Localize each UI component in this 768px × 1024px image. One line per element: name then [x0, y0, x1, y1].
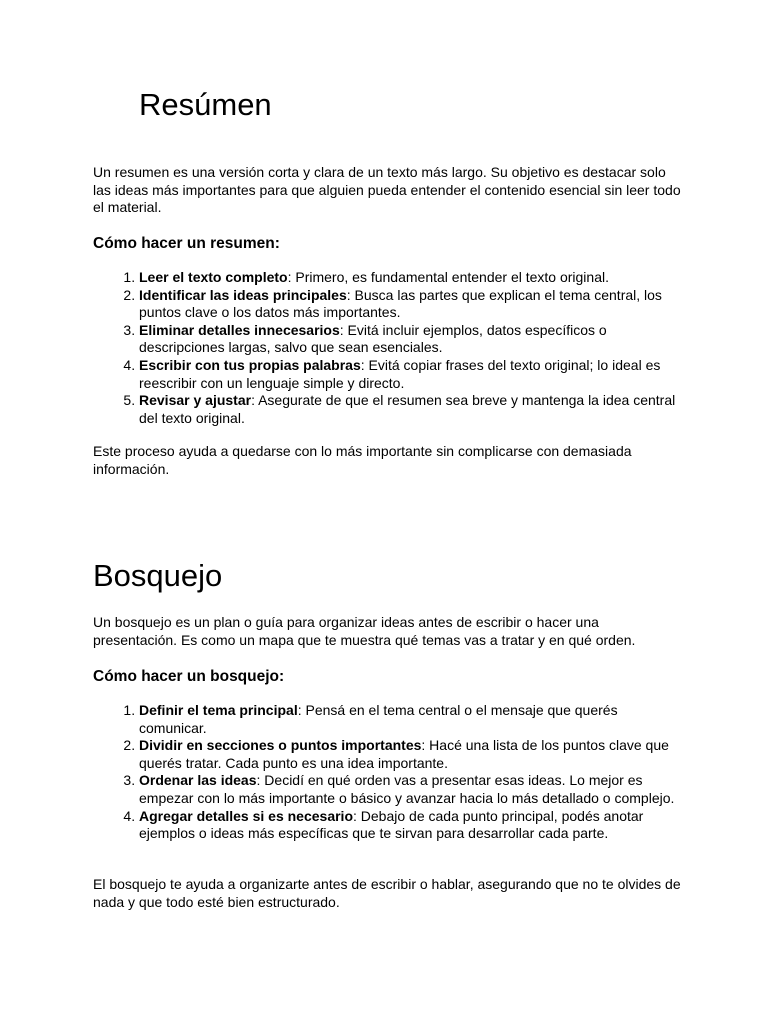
list-item: [139, 702, 683, 737]
resumen-intro-block: [93, 164, 683, 217]
bosquejo-title: Bosquejo: [93, 558, 223, 593]
resumen-closing: Este proceso ayuda a quedarse con lo más importante sin complicarse con demasiada información.: [93, 443, 632, 477]
step-term: Eliminar detalles innecesarios: [139, 321, 340, 338]
bosquejo-steps-list: [93, 702, 683, 843]
step-term: Revisar y ajustar: [139, 392, 252, 409]
step-desc: : Evitá incluir ejemplos, datos específicos o descripciones largas, salvo que sean esenciales.: [139, 321, 607, 356]
bosquejo-closing-block: [93, 876, 683, 911]
step-desc: : Busca las partes que explican el tema central, los puntos clave o los datos más importantes.: [139, 286, 662, 321]
resumen-steps-list: [93, 269, 683, 427]
list-item: [139, 808, 683, 843]
list-item: [139, 772, 683, 807]
step-desc: : Evitá copiar frases del texto original; lo ideal es reescribir con un lenguaje simple y directo.: [139, 356, 661, 391]
step-desc: : Pensá en el tema central o el mensaje que querés comunicar.: [139, 702, 618, 736]
resumen-intro: Un resumen es una versión corta y clara de un texto más largo. Su objetivo es destacar solo las ideas más importantes para que alguien pueda entender el contenido esencial sin leer todo el material.: [93, 164, 681, 216]
step-desc: : Asegurate de que el resumen sea breve y mantenga la idea central del texto original.: [139, 392, 676, 426]
list-item: [139, 287, 683, 322]
bosquejo-closing: El bosquejo te ayuda a organizarte antes de escribir o hablar, asegurando que no te olvides de nada y que todo esté bien estructurado.: [93, 876, 681, 910]
step-desc: : Debajo de cada punto principal, podés anotar ejemplos o ideas más específicas que te sirvan para desarrollar cada parte.: [139, 807, 644, 842]
resumen-title: Resúmen: [139, 87, 272, 122]
bosquejo-intro-block: [93, 614, 683, 649]
list-item: [139, 737, 683, 772]
list-item: [139, 269, 683, 287]
step-desc: : Hacé una lista de los puntos clave que querés tratar. Cada punto es una idea importante.: [139, 737, 669, 771]
list-item: [139, 357, 683, 392]
resumen-steps-block: [93, 269, 683, 427]
bosquejo-howto-heading: Cómo hacer un bosquejo:: [93, 668, 285, 685]
list-item: [139, 392, 683, 427]
resumen-closing-block: [93, 443, 683, 478]
resumen-howto-block: [93, 234, 683, 254]
list-item: [139, 322, 683, 357]
bosquejo-intro: Un bosquejo es un plan o guía para organizar ideas antes de escribir o hacer una presentación. Es como un mapa que te muestra qué temas vas a tratar y en qué orden.: [93, 614, 636, 648]
step-term: Definir el tema principal: [139, 702, 298, 718]
bosquejo-steps-block: [93, 702, 683, 843]
step-term: Dividir en secciones o puntos importantes: [139, 737, 422, 754]
step-term: Leer el texto completo: [139, 269, 288, 285]
bosquejo-howto-block: [93, 667, 683, 687]
step-term: Ordenar las ideas: [139, 772, 257, 789]
step-term: Identificar las ideas principales: [139, 286, 347, 303]
resumen-howto-heading: Cómo hacer un resumen:: [93, 235, 280, 252]
step-term: Agregar detalles si es necesario: [139, 807, 353, 824]
step-desc: : Decidí en qué orden vas a presentar esas ideas. Lo mejor es empezar con lo más importante o básico y avanzar hacia lo más detallado o complejo.: [139, 772, 675, 806]
step-desc: : Primero, es fundamental entender el texto original.: [287, 269, 609, 285]
step-term: Escribir con tus propias palabras: [139, 356, 361, 373]
